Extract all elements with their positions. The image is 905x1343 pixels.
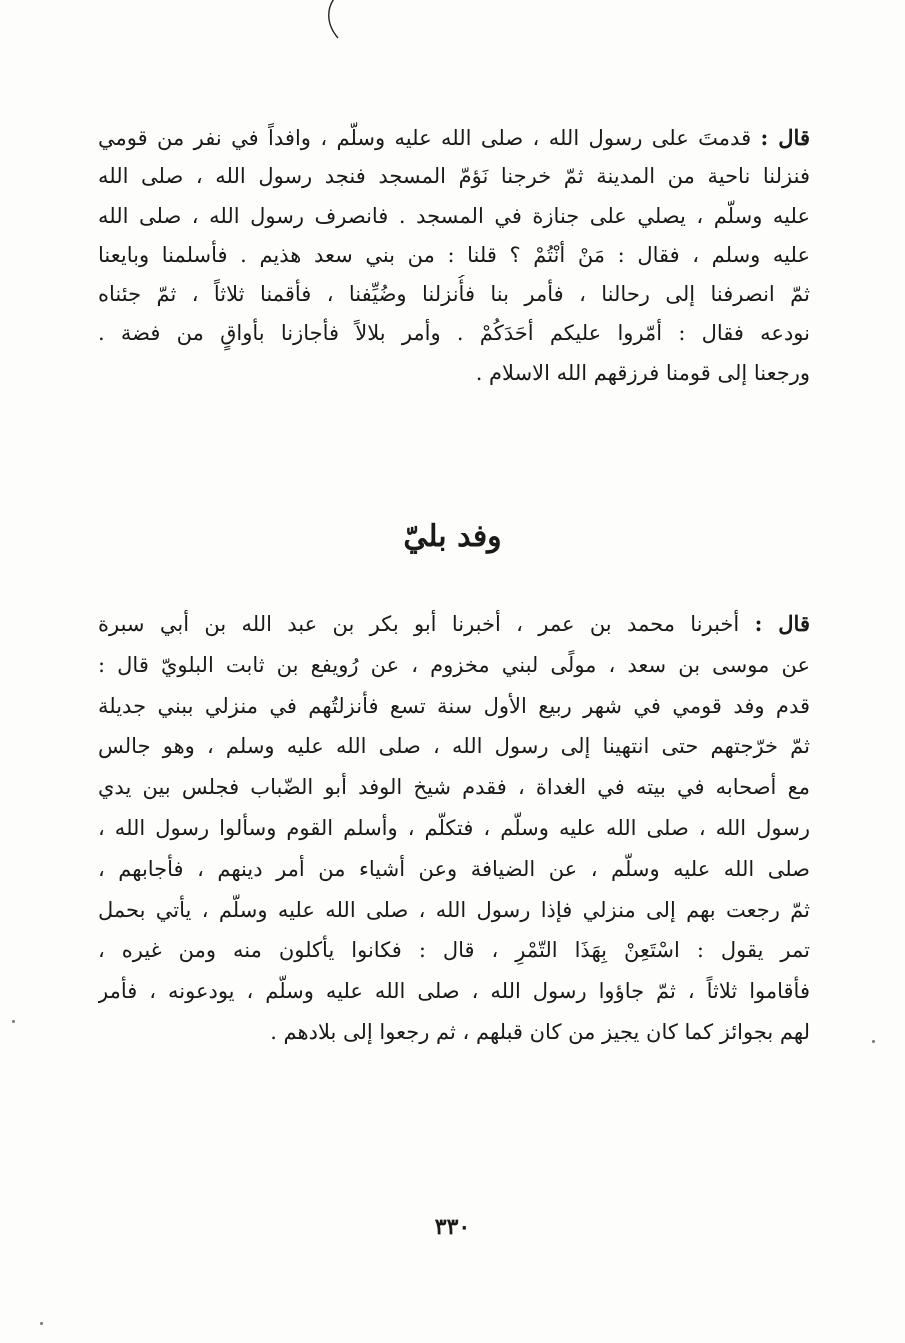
text-line: فنزلنا ناحية من المدينة ثمّ خرجنا نَؤمّ المسجد فنجد رسول الله ، صلى الله — [98, 164, 810, 189]
text-line: عليه وسلم ، فقال : مَنْ أنْتُمْ ؟ قلنا : من بني سعد هذيم . فأسلمنا وبايعنا — [98, 242, 810, 267]
text-line: قال : قدمتَ على رسول الله ، صلى الله عليه وسلّم ، وافداً في نفر من قومي — [98, 125, 810, 150]
text-line: رسول الله ، صلى الله عليه وسلّم ، فتكلّم ، وأسلم القوم وسألوا رسول الله ، — [98, 815, 810, 840]
text-line: مع أصحابه في بيته في الغداة ، فقدم شيخ الوفد أبو الضّباب فجلس بين يدي — [98, 775, 810, 800]
paragraph-lead: قال : — [754, 611, 810, 636]
section-heading: وفد بليّ — [403, 519, 502, 554]
text-line: فأقاموا ثلاثاً ، ثمّ جاؤوا رسول الله ، صلى الله عليه وسلّم ، يودعونه ، فأمر — [98, 979, 810, 1004]
text-line: صلى الله عليه وسلّم ، عن الضيافة وعن أشياء من أمر دينهم ، فأجابهم ، — [98, 856, 810, 881]
page-number: ٣٣٠ — [434, 1214, 471, 1240]
text-line: ثمّ رجعت بهم إلى منزلي فإذا رسول الله ، صلى الله عليه وسلّم ، يأتي بحمل — [98, 897, 810, 922]
text-line: عن موسى بن سعد ، مولًى لبني مخزوم ، عن رُويفع بن ثابت البلويّ قال : — [98, 652, 810, 677]
text-line: ورجعنا إلى قومنا فرزقهم الله الاسلام . — [475, 360, 810, 385]
scan-speck — [12, 1020, 15, 1023]
text-line: لهم بجوائز كما كان يجيز من كان قبلهم ، ثم رجعوا إلى بلادهم . — [270, 1019, 810, 1044]
paragraph-lead: قال : — [760, 125, 810, 150]
page-edge-mark — [318, 0, 358, 44]
text-line: نودعه فقال : أمّروا عليكم أحَدَكُمْ . وأمر بلالاً فأجازنا بأواقٍ من فضة . — [98, 321, 810, 346]
scan-speck — [40, 1322, 43, 1325]
paragraph-delegation-bali — [98, 604, 810, 1053]
text-line: قال : أخبرنا محمد بن عمر ، أخبرنا أبو بكر بن عبد الله بن أبي سبرة — [98, 611, 810, 636]
text-line: عليه وسلّم ، يصلي على جنازة في المسجد . فانصرف رسول الله ، صلى الله — [98, 203, 810, 228]
text-line: قدم وفد قومي في شهر ربيع الأول سنة تسع فأنزلتُهم في منزلي ببني جديلة — [98, 693, 810, 718]
text-line: ثمّ خرّجتهم حتى انتهينا إلى رسول الله ، صلى الله عليه وسلم ، وهو جالس — [98, 734, 810, 759]
text-line: تمر يقول : اسْتَعِنْ بِهَذَا التّمْرِ ، قال : فكانوا يأكلون منه ومن غيره ، — [98, 938, 810, 963]
paragraph-delegation-1 — [98, 118, 810, 393]
text-line: ثمّ انصرفنا إلى رحالنا ، فأمر بنا فأُنزلنا وضُيِّفنا ، فأقمنا ثلاثاً ، ثمّ جئناه — [98, 282, 810, 307]
scan-speck — [872, 1040, 875, 1043]
